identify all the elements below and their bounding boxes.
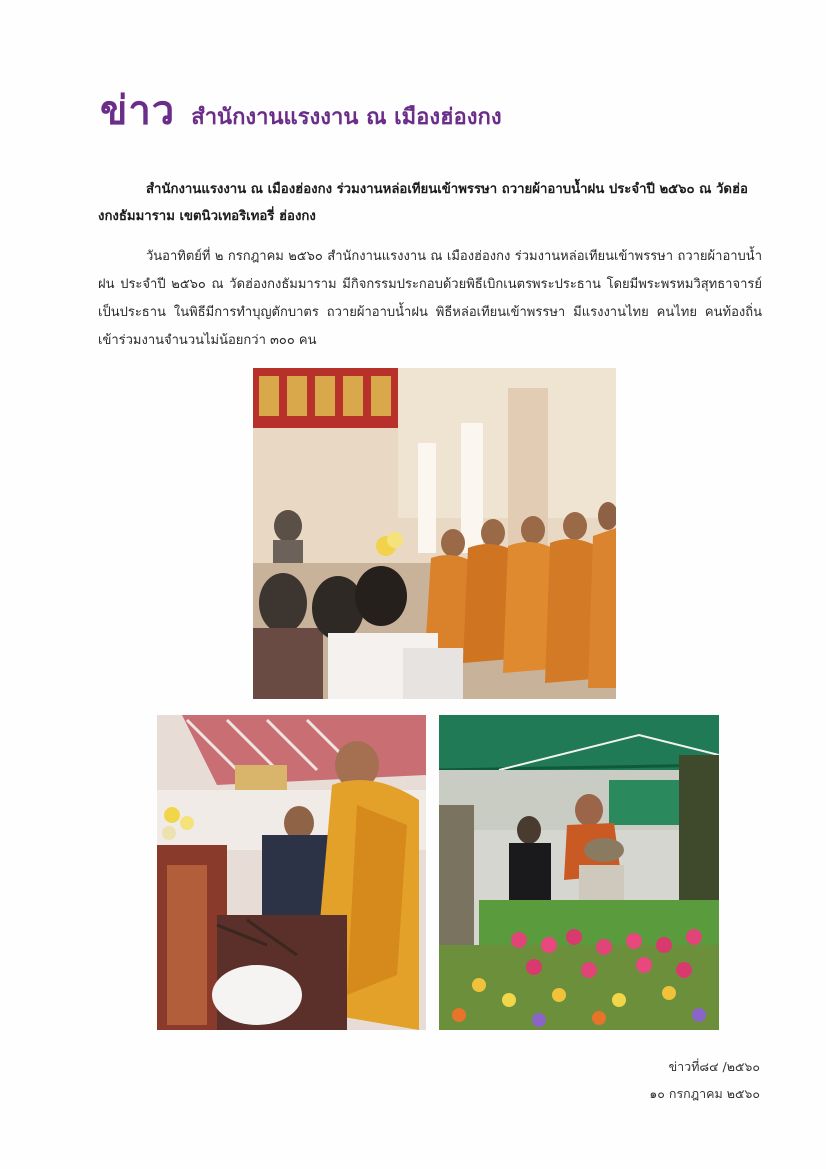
news-headline: สำนักงานแรงงาน ณ เมืองฮ่องกง ร่วมงานหล่อเทียนเข้าพรรษา ถวายผ้าอาบน้ำฝน ประจำปี ๒๕๖๐ ณ วัดฮ่องกงธัมมาราม เขตนิวเทอริเทอรี่ ฮ่องกง <box>98 182 748 224</box>
candle-casting-photo <box>439 715 719 1030</box>
ceremony-photo <box>253 368 616 699</box>
office-title: สำนักงานแรงงาน ณ เมืองฮ่องกง <box>191 104 502 130</box>
news-body: วันอาทิตย์ที่ ๒ กรกฎาคม ๒๕๖๐ สำนักงานแรงงาน ณ เมืองฮ่องกง ร่วมงานหล่อเทียนเข้าพรรษา ถวายผ้าอาบน้ำฝน ประจำปี ๒๕๖๐ ณ วัดฮ่องกงธัมมาราม มีกิจกรรมประกอบด้วยพิธีเบิกเนตรพระประธาน โดยมีพระพรหมวิสุทธาจารย์เป็นประธาน ในพิธีมีการทำบุญตักบาตร ถวายผ้าอาบน้ำฝน พิธีหล่อเทียนเข้าพรรษา มีแรงงานไทย คนไทย คนท้องถิ่น เข้าร่วมงานจำนวนไม่น้อยกว่า ๓๐๐ คน <box>98 249 762 348</box>
news-number: ข่าวที่๘๔ /๒๕๖๐ <box>668 1059 760 1074</box>
offering-photo <box>157 715 426 1030</box>
page-header <box>100 78 502 142</box>
news-footer <box>649 1053 760 1107</box>
news-date: ๑๐ กรกฎาคม ๒๕๖๐ <box>649 1086 760 1101</box>
news-heading: ข่าว <box>100 87 176 134</box>
